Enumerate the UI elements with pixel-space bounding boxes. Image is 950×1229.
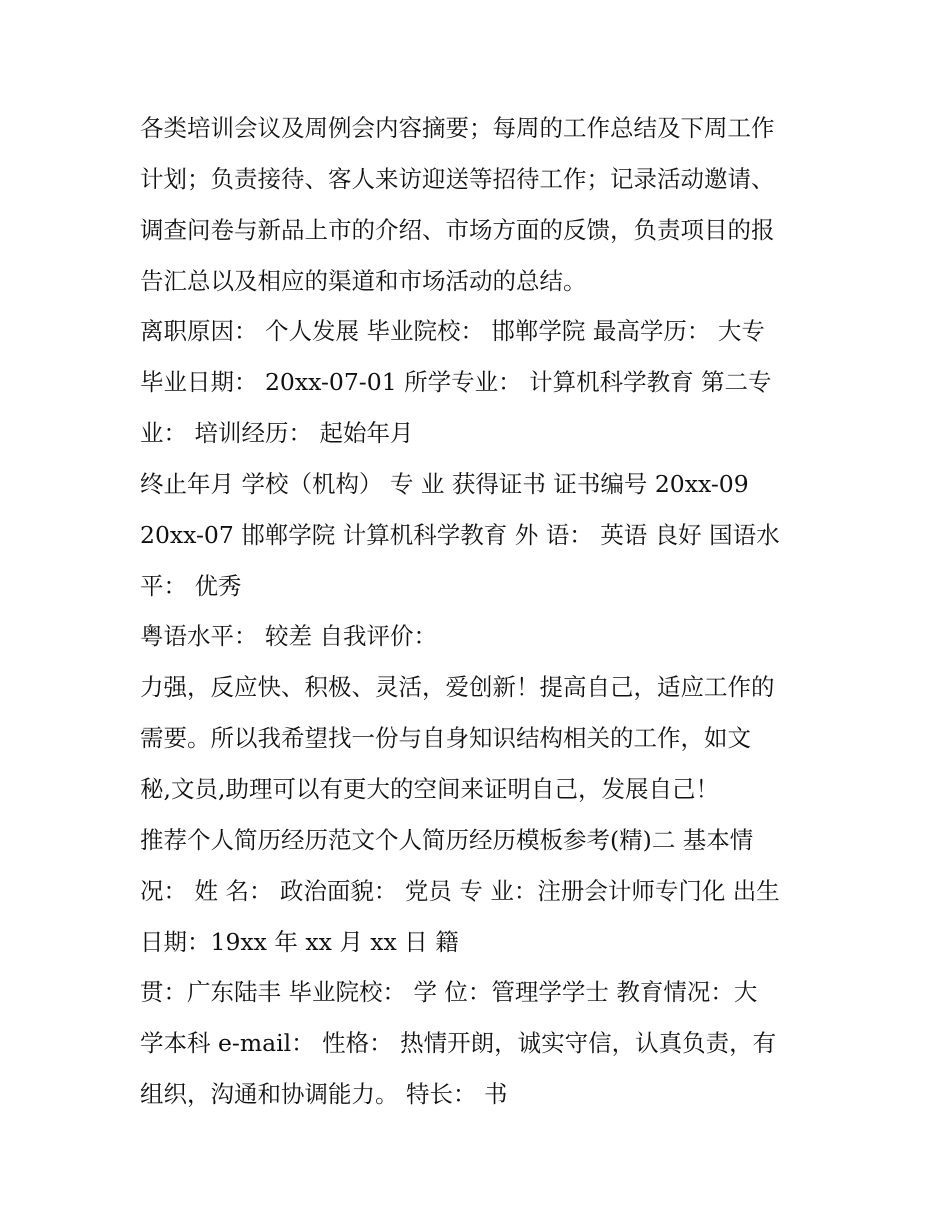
text-line: 平： 优秀	[140, 571, 242, 600]
text-line: 日期：19xx 年 xx 月 xx 日 籍	[140, 927, 459, 956]
text-line: 力强，反应快、积极、灵活，爱创新！提高自己，适应工作的	[140, 673, 775, 702]
document-page	[140, 103, 830, 1120]
text-line: 终止年月 学校（机构） 专 业 获得证书 证书编号 20xx-09	[140, 469, 749, 498]
text-line: 学本科 e-mail： 性格： 热情开朗，诚实守信，认真负责，有	[140, 1029, 777, 1058]
text-line: 告汇总以及相应的渠道和市场活动的总结。	[140, 266, 587, 295]
text-line: 毕业日期： 20xx-07-01 所学专业： 计算机科学教育 第二专	[140, 368, 772, 397]
text-line: 离职原因： 个人发展 毕业院校： 邯郸学院 最高学历： 大专	[140, 317, 765, 346]
text-line: 计划；负责接待、客人来访迎送等招待工作；记录活动邀请、	[140, 164, 775, 193]
text-line: 组织，沟通和协调能力。 特长： 书	[140, 1080, 508, 1109]
text-line: 粤语水平： 较差 自我评价：	[140, 622, 437, 651]
text-line: 况： 姓 名： 政治面貌： 党员 专 业：注册会计师专门化 出生	[140, 876, 780, 905]
text-line: 贯：广东陆丰 毕业院校： 学 位：管理学学士 教育情况：大	[140, 978, 758, 1007]
text-line: 20xx-07 邯郸学院 计算机科学教育 外 语： 英语 良好 国语水	[140, 520, 780, 549]
text-line: 秘,文员,助理可以有更大的空间来证明自己，发展自己！	[140, 774, 719, 803]
text-line: 各类培训会议及周例会内容摘要；每周的工作总结及下周工作	[140, 114, 775, 142]
text-line: 业： 培训经历： 起始年月	[140, 419, 414, 448]
text-line: 需要。所以我希望找一份与自身知识结构相关的工作，如文	[140, 724, 751, 753]
text-line: 推荐个人简历经历范文个人简历经历模板参考(精)二 基本情	[140, 825, 754, 854]
text-line: 调查问卷与新品上市的介绍、市场方面的反馈，负责项目的报	[140, 215, 775, 244]
